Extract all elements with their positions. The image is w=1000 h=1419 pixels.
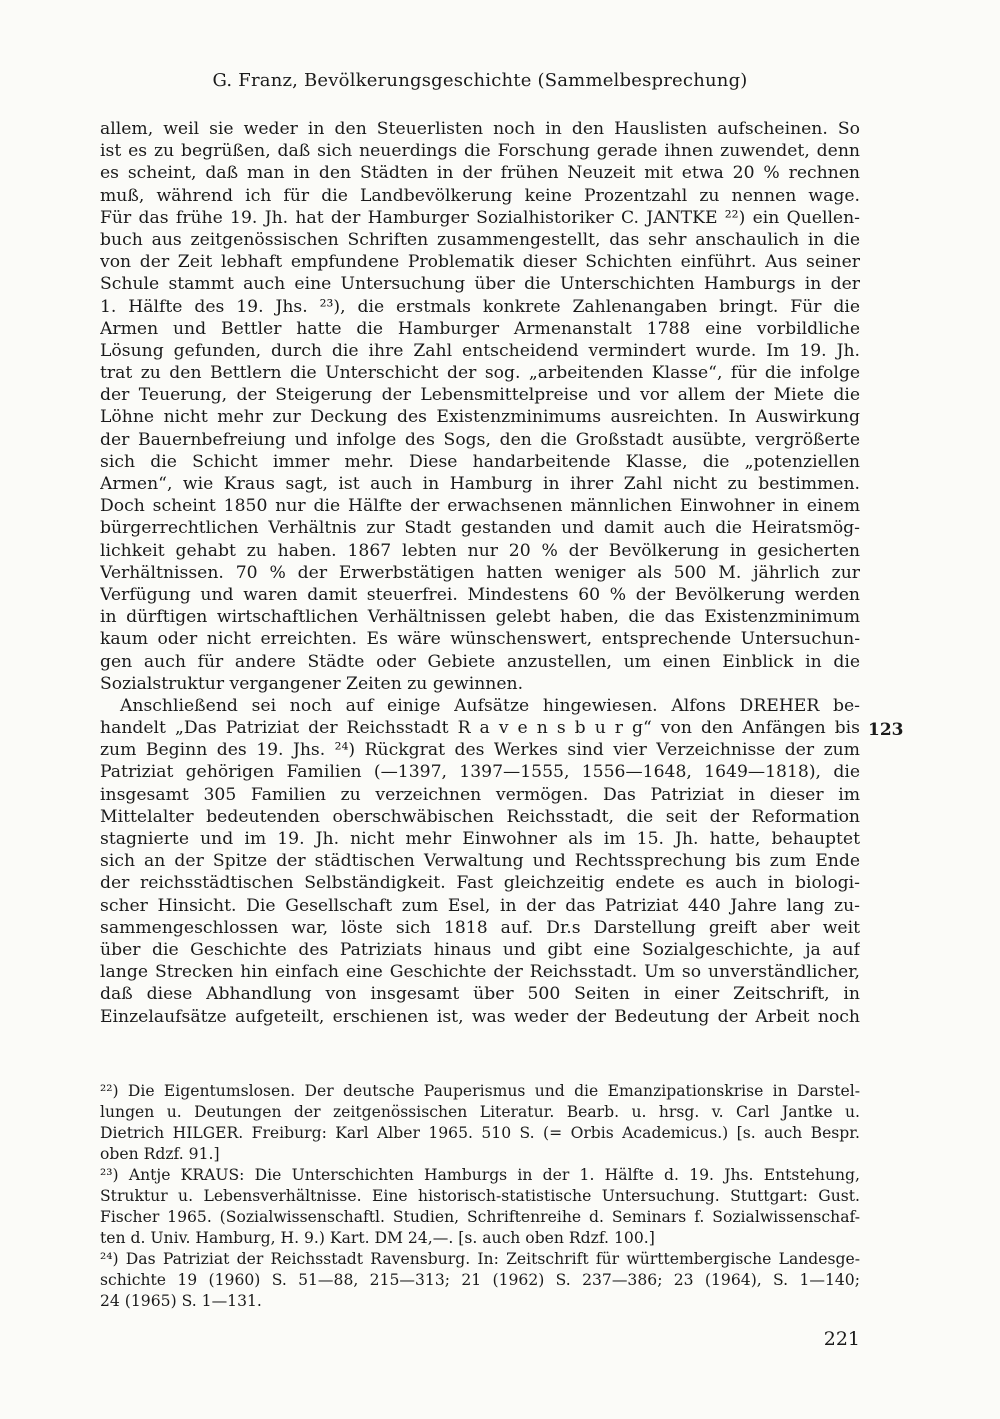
body-text	[100, 118, 860, 1028]
body-line: gen auch für andere Städte oder Gebiete anzustellen, um einen Einblick in die	[100, 651, 860, 672]
body-line: der reichsstädtischen Selbständigkeit. Fast gleichzeitig endete es auch in biologi-	[100, 873, 860, 894]
page-number: 221	[823, 1328, 860, 1350]
body-line: lange Strecken hin einfach eine Geschichte der Reichsstadt. Um so unverständlicher,	[100, 962, 860, 983]
body-line: trat zu den Bettlern die Unterschicht der sog. „arbeitenden Klasse“, für die infolge	[100, 363, 860, 384]
running-title: G. Franz, Bevölkerungsgeschichte (Sammelbesprechung)	[212, 70, 748, 91]
footnote-line: 24 (1965) S. 1—131.	[100, 1292, 262, 1310]
body-line: Armen und Bettler hatte die Hamburger Armenanstalt 1788 eine vorbildliche	[100, 318, 860, 339]
footnote-line: lungen u. Deutungen der zeitgenössischen Literatur. Bearb. u. hrsg. v. Carl Jantke u.	[100, 1103, 860, 1121]
body-line: handelt „Das Patriziat der Reichsstadt R a v e n s b u r g“ von den Anfängen bis	[100, 718, 860, 739]
footnote-line: ²³) Antje KRAUS: Die Unterschichten Hamburgs in der 1. Hälfte d. 19. Jhs. Entstehung,	[100, 1166, 860, 1184]
body-line: Einzelaufsätze aufgeteilt, erschienen ist, was weder der Bedeutung der Arbeit noch	[100, 1006, 860, 1027]
body-line: Patriziat gehörigen Familien (—1397, 1397—1555, 1556—1648, 1649—1818), die	[100, 762, 860, 783]
body-line: ist es zu begrüßen, daß sich neuerdings die Forschung gerade ihnen zuwendet, denn	[100, 141, 860, 162]
body-line: lichkeit gehabt zu haben. 1867 lebten nur 20 % der Bevölkerung in gesicherten	[100, 540, 860, 561]
body-line: bürgerrechtlichen Verhältnis zur Stadt gestanden und damit auch die Heiratsmög-	[100, 518, 860, 539]
body-line: der Teuerung, der Steigerung der Lebensmittelpreise und vor allem der Miete die	[100, 385, 860, 406]
body-line: 1. Hälfte des 19. Jhs. ²³), die erstmals konkrete Zahlenangaben bringt. Für die	[100, 296, 860, 317]
footnote-line: oben Rdzf. 91.]	[100, 1145, 220, 1163]
body-line: sammengeschlossen war, löste sich 1818 auf. Dr.s Darstellung greift aber weit	[100, 917, 860, 938]
body-line: insgesamt 305 Familien zu verzeichnen vermögen. Das Patriziat in dieser im	[100, 784, 860, 805]
body-line: der Bauernbefreiung und infolge des Sogs, den die Großstadt ausübte, vergrößerte	[100, 429, 860, 450]
footnote-line: ten d. Univ. Hamburg, H. 9.) Kart. DM 24,—. [s. auch oben Rdzf. 100.]	[100, 1229, 655, 1247]
body-line: von der Zeit lebhaft empfundene Problematik dieser Schichten einführt. Aus seiner	[100, 252, 860, 273]
footnote-line: ²⁴) Das Patriziat der Reichsstadt Ravensburg. In: Zeitschrift für württembergische Landesge-	[100, 1250, 860, 1268]
body-line: scher Hinsicht. Die Gesellschaft zum Esel, in der das Patriziat 440 Jahre lang zu-	[100, 895, 860, 916]
margin-number: 123	[868, 720, 904, 740]
body-line: daß diese Abhandlung von insgesamt über 500 Seiten in einer Zeitschrift, in	[100, 984, 860, 1005]
body-line: Löhne nicht mehr zur Deckung des Existenzminimums ausreichten. In Auswirkung	[100, 407, 860, 428]
footnote-line: Fischer 1965. (Sozialwissenschaftl. Studien, Schriftenreihe d. Seminars f. Sozialwissenschaf-	[100, 1208, 860, 1226]
body-line: Lösung gefunden, durch die ihre Zahl entscheidend vermindert wurde. Im 19. Jh.	[100, 340, 860, 361]
footnote-line: Dietrich HILGER. Freiburg: Karl Alber 1965. 510 S. (= Orbis Academicus.) [s. auch Bespr.	[100, 1124, 860, 1142]
body-line: Mittelalter bedeutenden oberschwäbischen Reichsstadt, die seit der Reformation	[100, 806, 860, 827]
body-line: in dürftigen wirtschaftlichen Verhältnissen gelebt haben, die das Existenzminimum	[100, 607, 860, 628]
body-line: sich an der Spitze der städtischen Verwaltung und Rechtssprechung bis zum Ende	[100, 851, 860, 872]
body-line: über die Geschichte des Patriziats hinaus und gibt eine Sozialgeschichte, ja auf	[100, 939, 860, 960]
body-line: Sozialstruktur vergangener Zeiten zu gewinnen.	[100, 673, 524, 694]
body-line: sich die Schicht immer mehr. Diese handarbeitende Klasse, die „potenziellen	[100, 451, 860, 472]
body-line: Verhältnissen. 70 % der Erwerbstätigen hatten weniger als 500 M. jährlich zur	[100, 562, 860, 583]
body-line: Für das frühe 19. Jh. hat der Hamburger Sozialhistoriker C. JANTKE ²²) ein Quellen-	[100, 207, 860, 228]
body-line: kaum oder nicht erreichten. Es wäre wünschenswert, entsprechende Untersuchun-	[100, 629, 860, 650]
footnote-line: Struktur u. Lebensverhältnisse. Eine historisch-statistische Untersuchung. Stuttgart: Gust.	[100, 1187, 860, 1205]
body-line: es scheint, daß man in den Städten in der frühen Neuzeit mit etwa 20 % rechnen	[100, 163, 860, 184]
body-line: buch aus zeitgenössischen Schriften zusammengestellt, das sehr anschaulich in die	[100, 229, 860, 250]
footnotes	[100, 1081, 860, 1312]
footnote-line: schichte 19 (1960) S. 51—88, 215—313; 21 (1962) S. 237—386; 23 (1964), S. 1—140;	[100, 1271, 860, 1289]
body-line: zum Beginn des 19. Jhs. ²⁴) Rückgrat des Werkes sind vier Verzeichnisse der zum	[100, 740, 860, 761]
body-line: Verfügung und waren damit steuerfrei. Mindestens 60 % der Bevölkerung werden	[100, 584, 860, 605]
body-line: Doch scheint 1850 nur die Hälfte der erwachsenen männlichen Einwohner in einem	[100, 496, 860, 517]
body-line: Armen“, wie Kraus sagt, ist auch in Hamburg in ihrer Zahl nicht zu bestimmen.	[100, 474, 860, 494]
footnote-line: ²²) Die Eigentumslosen. Der deutsche Pauperismus und die Emanzipationskrise in Darstel-	[100, 1082, 860, 1100]
body-line: Anschließend sei noch auf einige Aufsätze hingewiesen. Alfons DREHER be-	[120, 695, 860, 716]
body-line: allem, weil sie weder in den Steuerlisten noch in den Hauslisten aufscheinen. So	[100, 119, 860, 139]
body-line: Schule stammt auch eine Untersuchung über die Unterschichten Hamburgs in der	[100, 274, 860, 295]
body-line: muß, während ich für die Landbevölkerung keine Prozentzahl zu nennen wage.	[100, 185, 860, 206]
body-line: stagnierte und im 19. Jh. nicht mehr Einwohner als im 15. Jh. hatte, behauptet	[100, 829, 860, 849]
